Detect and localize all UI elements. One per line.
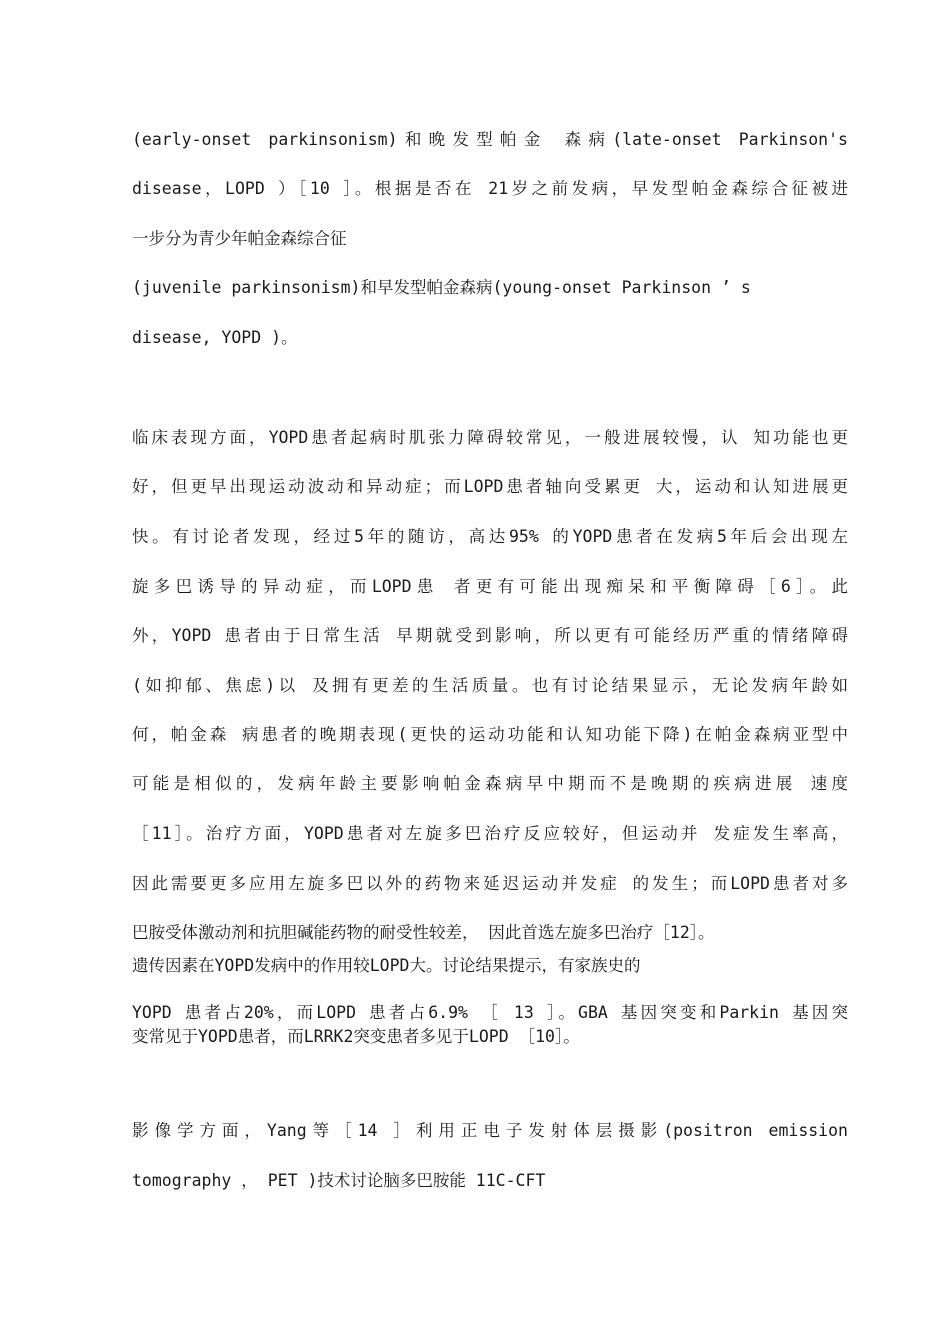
text-line: 外，YOPD 患者由于日常生活 早期就受到影响，所以更有可能经历严重的情绪障碍: [132, 626, 848, 645]
text-line: disease，LOPD ）［10 ］。根据是否在 21岁之前发病，早发型帕金森综合征被进: [132, 179, 848, 198]
text-line: 影像学方面，Yang等［14 ］利用正电子发射体层摄影(positron emission: [132, 1121, 848, 1140]
text-line: 快。有讨论者发现，经过5年的随访，高达95% 的YOPD患者在发病5年后会出现左: [132, 527, 848, 546]
text-line: 可能是相似的，发病年龄主要影响帕金森病早中期而不是晚期的疾病进展 速度: [132, 774, 848, 793]
text-line: disease, YOPD )。: [132, 328, 298, 347]
text-line: (juvenile parkinsonism)和早发型帕金森病(young-onset Parkinson ’ s: [132, 278, 751, 297]
text-line: 旋多巴诱导的异动症，而LOPD患 者更有可能出现痴呆和平衡障碍［6］。此: [132, 577, 848, 596]
text-line: YOPD 患者占20%，而LOPD 患者占6.9% ［ 13 ］。GBA 基因突变和Parkin 基因突: [132, 1003, 848, 1022]
text-line: (如抑郁、焦虑)以 及拥有更差的生活质量。也有讨论结果显示，无论发病年龄如: [132, 676, 848, 695]
text-line: 遗传因素在YOPD发病中的作用较LOPD大。讨论结果提示，有家族史的: [132, 956, 641, 975]
text-line: tomography ， PET )技术讨论脑多巴胺能 11C-CFT: [132, 1171, 546, 1190]
text-line: 因此需要更多应用左旋多巴以外的药物来延迟运动并发症 的发生；而LOPD患者对多: [132, 874, 848, 893]
text-line: 好，但更早出现运动波动和异动症；而LOPD患者轴向受累更 大，运动和认知进展更: [132, 477, 848, 496]
text-line: 临床表现方面，YOPD患者起病时肌张力障碍较常见，一般进展较慢，认 知功能也更: [132, 428, 848, 447]
text-line: (early-onset parkinsonism)和晚发型帕金 森病(late-onset Parkinson's: [132, 130, 848, 149]
text-line: 何，帕金森 病患者的晚期表现(更快的运动功能和认知功能下降)在帕金森病亚型中: [132, 725, 848, 744]
text-line: 巴胺受体激动剂和抗胆碱能药物的耐受性较差， 因此首选左旋多巴治疗［12］。: [132, 923, 715, 942]
text-line: 一步分为青少年帕金森综合征: [132, 229, 347, 248]
text-line: ［11］。治疗方面，YOPD患者对左旋多巴治疗反应较好，但运动并 发症发生率高，: [132, 824, 848, 843]
text-line: 变常见于YOPD患者，而LRRK2突变患者多见于LOPD ［10］。: [132, 1027, 580, 1046]
